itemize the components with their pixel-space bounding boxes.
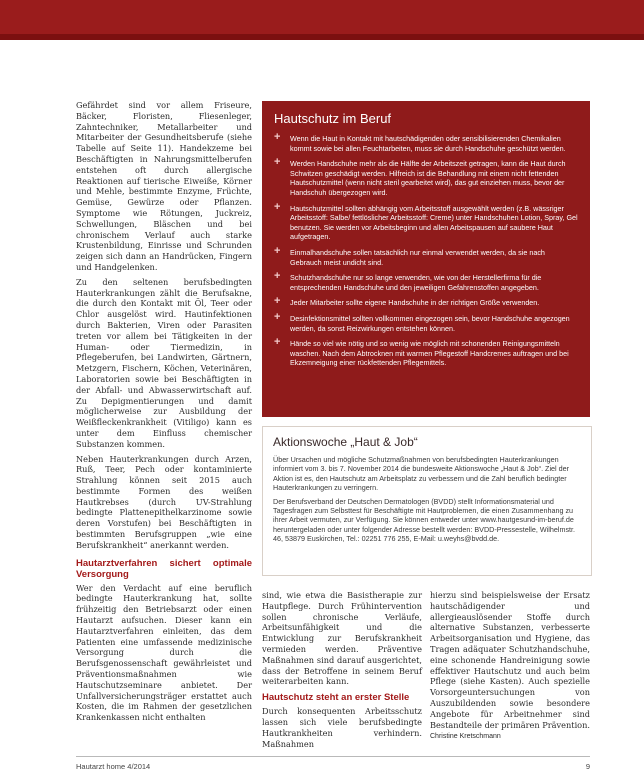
box-item [274, 336, 578, 368]
box-item [274, 295, 578, 308]
bottom-middle-column [262, 590, 422, 752]
box-item [274, 200, 578, 242]
box-item-text: Hautschutzmittel sollten abhängig vom Arbeitsstoff ausgewählt werden (z.B. wässriger Arbeitsstoff: Salbe/ fettlöslicher Arbeitsstoff: Creme) unter Handschuhen Lotion, Spray, Gel benutzen. Sie werden vor Arbeitsbeginn und allen Arbeitspausen auf saubere Haut aufgetragen. [290, 203, 578, 242]
left-heading: Hautarztverfahren sichert optimale Versorgung [76, 557, 252, 580]
box-title: Hautschutz im Beruf [274, 111, 392, 126]
footer-divider [76, 756, 590, 757]
footer [76, 762, 590, 774]
box-item [274, 244, 578, 267]
right-paragraph: hierzu sind beispielsweise der Ersatz hautschädigender und allergieauslösender Stoffe durch alternative Substanzen, verbesserte Arbeitsorganisation und Hygiene, das Tragen adäquater Schutzhandschuhe, eine schonende Handreinigung sowie effektiver Hautschutz und auch beim Pflege (siehe Kasten). Auch spezielle Vorsorgeuntersuchungen von Auszubildenden sowie besondere Angebote für Arbeitnehmer sind Bestandteile der primären Prävention. [430, 590, 590, 730]
hautschutz-box [262, 101, 590, 417]
box-item-text: Jeder Mitarbeiter sollte eigene Handschuhe in der richtigen Größe verwenden. [290, 298, 540, 308]
page-number: 9 [585, 762, 590, 771]
plus-icon: + [274, 336, 281, 349]
aktion-title: Aktionswoche „Haut & Job“ [273, 435, 418, 449]
left-paragraph-1: Gefährdet sind vor allem Friseure, Bäcker, Floristen, Fliesenleger, Zahntechniker, Metallarbeiter und Mitarbeiter der Gesundheitsberufe (siehe Tabelle auf Seite 11). Handekzeme bei Beschäftigten in Nahrungsmittelberufen entstehen oft durch allergische Reaktionen auf tierische Eiweiße, Körner und Mehle, bestimmte Enzyme, Früchte, Gemüse, Gewürze oder Pflanzen. Symptome wie Rötungen, Juckreiz, Schwellungen, Bläschen und bei chronischem Verlauf auch starke Krustenbildung, Einrisse und Schrunden zeigen sich dann an Handrücken, Fingern und Handgelenken. [76, 100, 252, 272]
top-band-shadow [0, 34, 644, 40]
plus-icon: + [274, 200, 281, 213]
box-item-text: Schutzhandschuhe nur so lange verwenden, wie von der Herstellerfirma für die entsprechenden Handschuhe und den jeweiligen Gefahrenstoffen angegeben. [290, 273, 542, 292]
author-credit: Christine Kretschmann [430, 733, 501, 741]
plus-icon: + [274, 131, 281, 143]
box-item-text: Einmalhandschuhe sollen tatsächlich nur einmal verwendet werden, da sie nach Gebrauch meist undicht sind. [290, 247, 545, 267]
top-color-band [0, 0, 644, 40]
mid-paragraph-2: Durch konsequenten Arbeitsschutz lassen sich viele berufsbedingte Hautkrankheiten verhindern. Maßnahmen [262, 706, 422, 749]
left-paragraph-3: Neben Hauterkrankungen durch Arzen, Ruß, Teer, Pech oder kontaminierte Strahlung können seit 2015 auch bestimmte Formen des weißen Hautkrebses (durch UV-Strahlung bedingte Plattenepithelkarzinome sowie deren Vorstufen) bei Beschäftigten in bestimmten Berufsgruppen „wie eine Berufskrankheit“ anerkannt werden. [76, 453, 252, 550]
plus-icon: + [274, 156, 281, 169]
box-item [274, 270, 578, 292]
box-item [274, 131, 578, 153]
mid-heading: Hautschutz steht an erster Stelle [262, 692, 410, 704]
plus-icon: + [274, 310, 281, 323]
box-item-text: Hände so viel wie nötig und so wenig wie möglich mit schonenden Reinigungsmitteln waschen. Nach dem Abtrocknen mit warmen Pflegestoff Handcremes auftragen und bei Ekzemneigung einer rückfettenden Pflegemittels. [290, 339, 569, 368]
plus-icon: + [274, 244, 281, 257]
box-item [274, 156, 578, 197]
box-item [274, 310, 578, 333]
box-item-text: Werden Handschuhe mehr als die Hälfte der Arbeitszeit getragen, kann die Haut durch Schwitzen geschädigt werden. Hilfreich ist die Behandlung mit einem nicht fettenden Hautschutzmittel (wenn nicht steril gearbeitet wird), das gut einziehen muss, bevor der Handschuh übergezogen wird. [290, 159, 566, 197]
aktion-paragraph-2: Der Berufsverband der Deutschen Dermatologen (BVDD) stellt Informationsmaterial und Tagesfragen zum Selbsttest für Beschäftigte mit Hautproblemen, die einen Zusammenhang zu ihrer Arbeit vermuten, zur Verfügung. Sie können entweder unter www.hautgesund-im-beruf.de heruntergeladen oder unter folgender Adresse bestellt werden: BVDD-Pressestelle, Wilhelmstr. 46, 53879 Euskirchen, Tel.: 02251 776 255, E-Mail: u.weyhs@bvdd.de. [273, 496, 576, 544]
plus-icon: + [274, 295, 281, 308]
aktion-paragraph-1: Über Ursachen und mögliche Schutzmaßnahmen von berufsbedingten Hauterkrankungen informiert vom 3. bis 7. November 2014 die bundesweite Aktionswoche „Haut & Job“. Ziel der Aktion ist es, den Hautschutz am Arbeitsplatz zu verbessern und die Zahl beruflich bedingter Hauterkrankungen zu verringern. [273, 455, 570, 493]
footer-publication: Hautarzt home 4/2014 [76, 762, 151, 771]
plus-icon: + [274, 270, 281, 283]
box-list [262, 131, 590, 368]
left-paragraph-2: Zu den seltenen berufsbedingten Hauterkrankungen zählt die Berufsakne, die durch den Kontakt mit Öl, Teer oder Chlor ausgelöst wird. Hautinfektionen durch Bakterien, Viren oder Parasiten treten vor allem bei Tätigkeiten in der Human- oder Tiermedizin, in Pflegeberufen, bei Landwirten, Gärtnern, Metzgern, Fischern, Köchen, Veterinären, Laboratorien sowie bei Beschäftigten in der Abfall- und Abwasserwirtschaft auf. Zu Depigmentierungen und damit möglicherweise zur Ausbildung der Weißfleckenkrankheit (Vitiligo) kann es unter dem Einfluss chemischer Substanzen kommen. [76, 276, 252, 449]
aktion-box [262, 426, 592, 576]
box-item-text: Wenn die Haut in Kontakt mit hautschädigenden oder sensibilisierenden Chemikalien kommt sowie bei allen Feuchtarbeiten, muss sie durch Handschuhe geschützt werden. [290, 134, 566, 153]
mid-paragraph-1: sind, wie etwa die Basistherapie zur Hautpflege. Durch Frühintervention sollen chronische Verläufe, Arbeitsunfähigkeit und die Entwicklung zur Berufskrankheit vermieden werden. Präventive Maßnahmen sind darauf ausgerichtet, dass der Betroffene in seinem Beruf weiterarbeiten kann. [262, 590, 422, 687]
left-paragraph-4: Wer den Verdacht auf eine beruflich bedingte Hauterkrankung hat, sollte frühzeitig den Betriebsarzt oder einen Hautarzt aufsuchen. Dieser kann ein Hautarztverfahren einleiten, das dem Patienten eine umfassende medizinische Versorgung durch die Berufsgenossenschaft gewährleistet und Präventionsmaßnahmen wie Hautschutzseminare anbietet. Der Unfallversicherungsträger erstattet auch Kosten, die im Rahmen der gesetzlichen Krankenkassen nicht enthalten [76, 582, 252, 723]
left-column [76, 100, 252, 727]
box-item-text: Desinfektionsmittel sollten vollkommen eingezogen sein, bevor Handschuhe angezogen werden, da sonst Reizwirkungen entstehen können. [290, 313, 570, 333]
bottom-right-column [430, 590, 590, 743]
